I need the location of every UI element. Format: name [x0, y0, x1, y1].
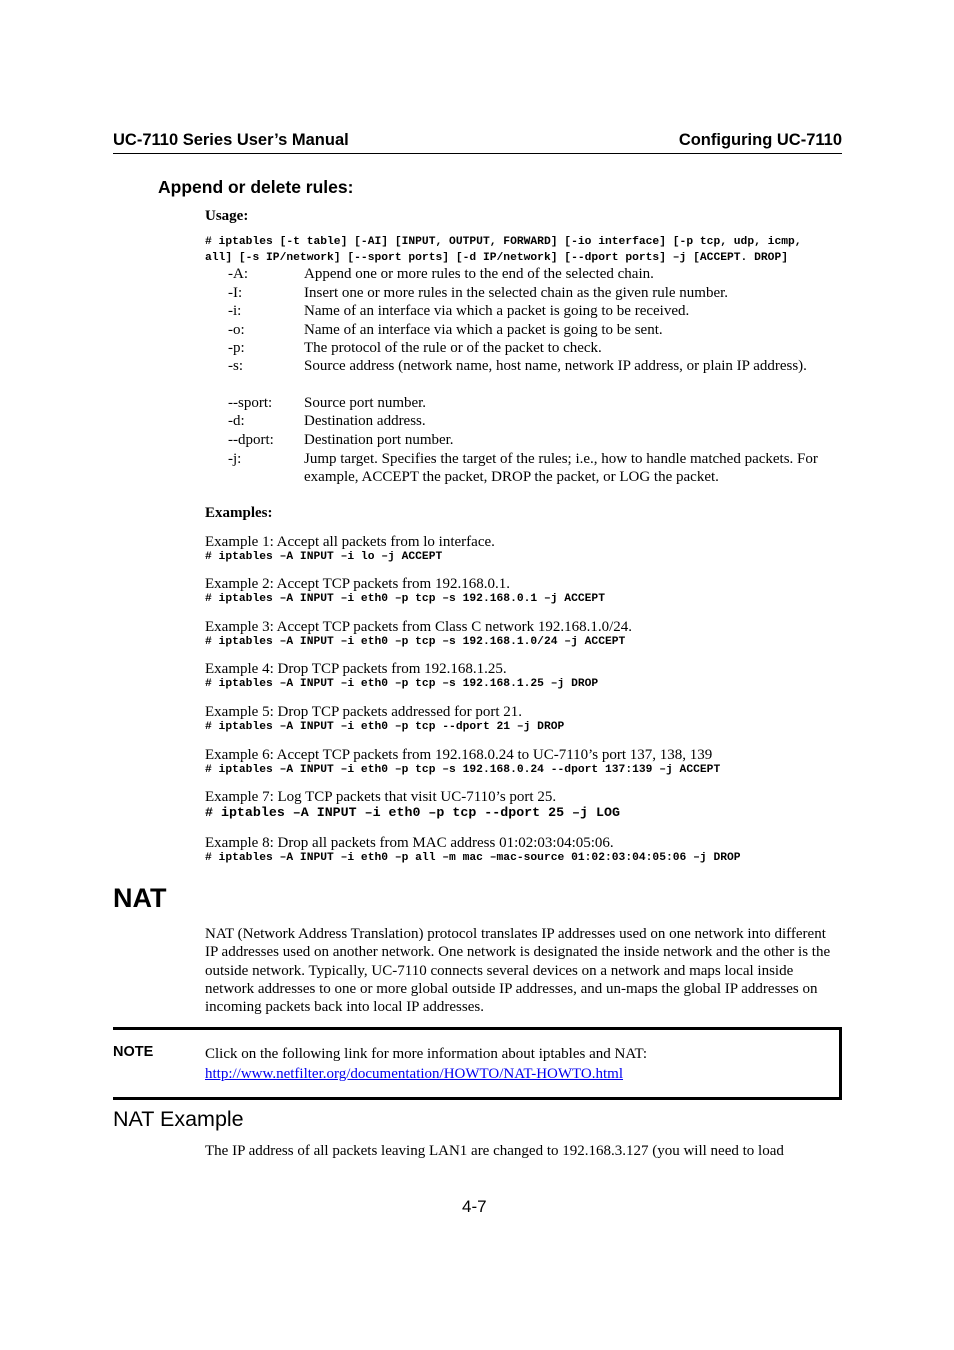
syntax-line: all] [-s IP/network] [--sport ports] [-d IP/network] [--dport ports] –j [ACCEPT. DROP]	[205, 251, 789, 264]
example-block	[205, 576, 845, 606]
append-rules-heading: Append or delete rules:	[158, 177, 354, 197]
option-flag: -s:	[228, 358, 243, 374]
example-description: Example 5: Drop TCP packets addressed for port 21.	[205, 704, 523, 720]
option-flag: -o:	[228, 322, 245, 338]
example-block	[205, 704, 845, 734]
header-chapter-title: Configuring UC-7110	[678, 131, 842, 149]
example-description: Example 3: Accept TCP packets from Class C network 192.168.1.0/24.	[205, 619, 633, 635]
example-block	[205, 789, 845, 821]
header-manual-title: UC-7110 Series User’s Manual	[113, 131, 349, 149]
example-command: # iptables –A INPUT –i eth0 –p tcp --dport 25 –j LOG	[205, 805, 620, 820]
option-description: The protocol of the rule or of the packet to check.	[304, 340, 602, 356]
example-description: Example 7: Log TCP packets that visit UC-7110’s port 25.	[205, 789, 557, 805]
note-content	[205, 1044, 825, 1084]
note-label: NOTE	[113, 1044, 154, 1060]
example-description: Example 2: Accept TCP packets from 192.168.0.1.	[205, 576, 510, 592]
example-block	[205, 534, 845, 564]
option-description: Insert one or more rules in the selected chain as the given rule number.	[304, 285, 729, 301]
option-description: Destination address.	[304, 413, 426, 429]
examples-label: Examples:	[205, 505, 273, 521]
option-flag: --sport:	[228, 395, 273, 411]
option-flag: -p:	[228, 340, 245, 356]
page-header	[113, 131, 842, 154]
option-description: Name of an interface via which a packet is going to be received.	[304, 303, 690, 319]
option-flag: -A:	[228, 266, 248, 282]
option-flag: -I:	[228, 285, 243, 301]
usage-label: Usage:	[205, 208, 249, 224]
example-command: # iptables –A INPUT –i eth0 –p tcp –s 192.168.1.25 –j DROP	[205, 678, 599, 690]
example-block	[205, 619, 845, 649]
option-description: Append one or more rules to the end of the selected chain.	[304, 266, 654, 282]
option-description: Name of an interface via which a packet is going to be sent.	[304, 322, 663, 338]
syntax-line: # iptables [-t table] [-AI] [INPUT, OUTPUT, FORWARD] [-io interface] [-p tcp, udp, icmp,	[205, 236, 802, 248]
option-flag: -i:	[228, 303, 242, 319]
example-description: Example 1: Accept all packets from lo interface.	[205, 534, 495, 550]
option-description: Source address (network name, host name, network IP address, or plain IP address).	[304, 358, 807, 374]
page-number: 4-7	[462, 1197, 487, 1216]
option-flag: --dport:	[228, 432, 274, 448]
example-command: # iptables –A INPUT –i eth0 –p all –m mac –mac-source 01:02:03:04:05:06 –j DROP	[205, 852, 741, 864]
example-description: Example 8: Drop all packets from MAC address 01:02:03:04:05:06.	[205, 835, 614, 851]
example-block	[205, 835, 845, 865]
example-command: # iptables –A INPUT –i eth0 –p tcp --dport 21 –j DROP	[205, 721, 565, 733]
iptables-syntax	[205, 235, 845, 266]
example-block	[205, 747, 845, 777]
example-command: # iptables –A INPUT –i eth0 –p tcp –s 192.168.0.24 --dport 137:139 –j ACCEPT	[205, 764, 721, 776]
nat-example-paragraph: The IP address of all packets leaving LAN1 are changed to 192.168.3.127 (you will need to load	[205, 1143, 784, 1159]
nat-heading: NAT	[113, 883, 167, 913]
example-command: # iptables –A INPUT –i eth0 –p tcp –s 192.168.0.1 –j ACCEPT	[205, 593, 605, 605]
note-text: Click on the following link for more information about iptables and NAT:	[205, 1046, 648, 1062]
option-description: Destination port number.	[304, 432, 454, 448]
example-command: # iptables –A INPUT –i lo –j ACCEPT	[205, 551, 443, 563]
option-flag: -d:	[228, 413, 245, 429]
example-block	[205, 661, 845, 691]
option-description: Jump target. Specifies the target of the rules; i.e., how to handle matched packets. For example, ACCEPT the packet, DROP the packet, or LOG the packet.	[304, 451, 818, 486]
netfilter-howto-link[interactable]: http://www.netfilter.org/documentation/HOWTO/NAT-HOWTO.html	[205, 1066, 624, 1082]
nat-example-heading: NAT Example	[113, 1107, 244, 1131]
option-description: Source port number.	[304, 395, 427, 411]
nat-paragraph: NAT (Network Address Translation) protocol translates IP addresses used on one network into different IP addresses used on another network. One network is designated the inside network and the other is the outside network. Typically, UC-7110 connects several devices on a network and maps local inside network addresses to one or more global outside IP addresses, and un-maps the global IP addresses on incoming packets back into local IP addresses.	[205, 926, 831, 1016]
option-flag: -j:	[228, 451, 242, 467]
example-command: # iptables –A INPUT –i eth0 –p tcp –s 192.168.1.0/24 –j ACCEPT	[205, 636, 626, 648]
example-description: Example 4: Drop TCP packets from 192.168.1.25.	[205, 661, 507, 677]
example-description: Example 6: Accept TCP packets from 192.168.0.24 to UC-7110’s port 137, 138, 139	[205, 747, 713, 763]
